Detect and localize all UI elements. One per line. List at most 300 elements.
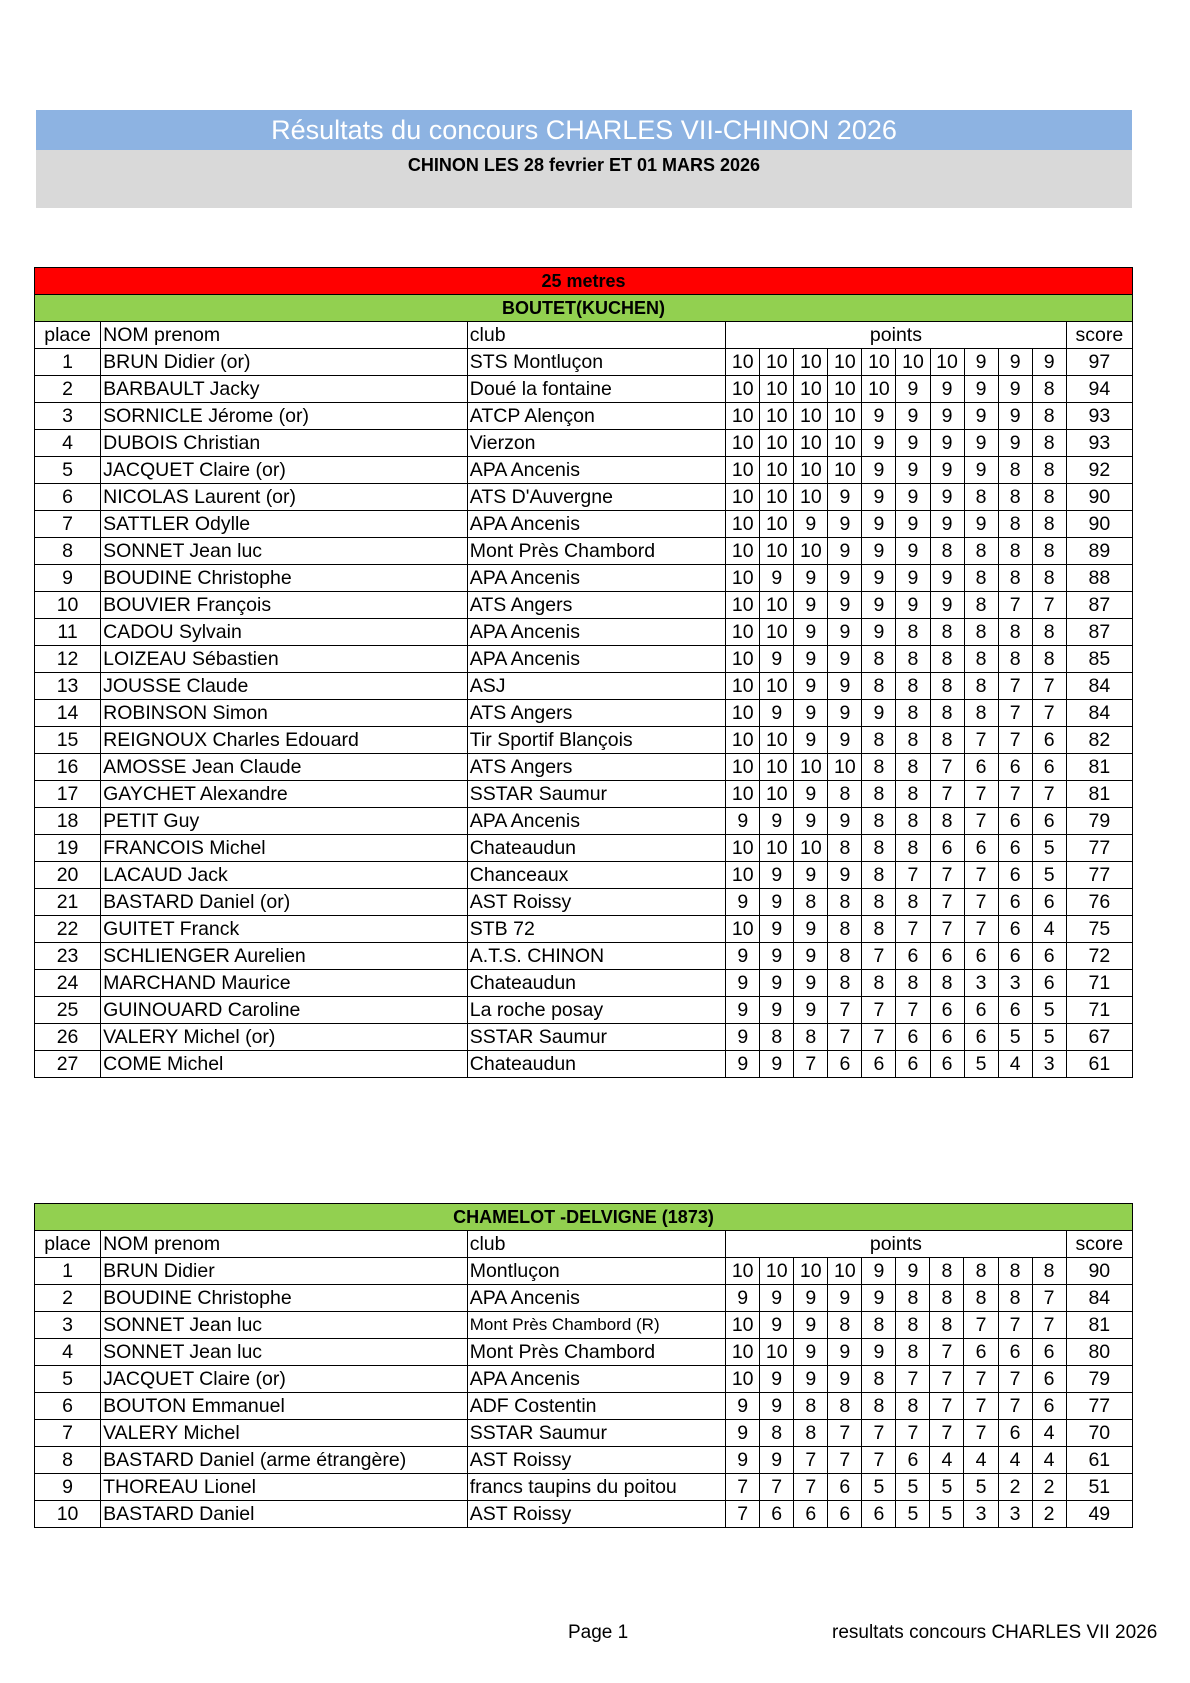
point-cell: 8 (930, 700, 964, 727)
point-cell: 9 (862, 403, 896, 430)
score-cell: 93 (1066, 430, 1132, 457)
place-cell: 8 (35, 1447, 101, 1474)
place-cell: 3 (35, 1312, 101, 1339)
point-cell: 8 (862, 1312, 896, 1339)
point-cell: 8 (930, 1258, 964, 1285)
point-cell: 9 (726, 997, 760, 1024)
score-cell: 49 (1066, 1501, 1132, 1528)
point-cell: 8 (896, 1393, 930, 1420)
point-cell: 9 (794, 781, 828, 808)
place-cell: 17 (35, 781, 101, 808)
point-cell: 5 (1032, 835, 1066, 862)
point-cell: 7 (930, 781, 964, 808)
point-cell: 8 (862, 754, 896, 781)
point-cell: 6 (964, 1339, 998, 1366)
place-cell: 1 (35, 349, 101, 376)
point-cell: 9 (964, 457, 998, 484)
point-cell: 8 (896, 700, 930, 727)
point-cell: 7 (896, 862, 930, 889)
point-cell: 9 (828, 862, 862, 889)
score-cell: 51 (1066, 1474, 1132, 1501)
club-cell: AST Roissy (467, 1501, 725, 1528)
point-cell: 9 (930, 376, 964, 403)
point-cell: 10 (794, 457, 828, 484)
point-cell: 9 (896, 1258, 930, 1285)
table-row (35, 1447, 1133, 1474)
point-cell: 7 (998, 1393, 1032, 1420)
score-cell: 84 (1066, 700, 1132, 727)
point-cell: 9 (828, 484, 862, 511)
point-cell: 6 (998, 754, 1032, 781)
point-cell: 8 (896, 673, 930, 700)
table-row (35, 1393, 1133, 1420)
point-cell: 6 (964, 754, 998, 781)
point-cell: 10 (726, 457, 760, 484)
club-cell: APA Ancenis (467, 1366, 725, 1393)
point-cell: 5 (930, 1501, 964, 1528)
point-cell: 4 (998, 1051, 1032, 1078)
point-cell: 8 (998, 646, 1032, 673)
point-cell: 8 (998, 538, 1032, 565)
point-cell: 7 (964, 862, 998, 889)
table-row (35, 376, 1133, 403)
name-cell: THOREAU Lionel (101, 1474, 468, 1501)
point-cell: 6 (862, 1501, 896, 1528)
place-cell: 2 (35, 1285, 101, 1312)
point-cell: 8 (760, 1024, 794, 1051)
results-table-boutet (34, 267, 1133, 1078)
category-label: CHAMELOT -DELVIGNE (1873) (35, 1204, 1133, 1231)
point-cell: 8 (998, 457, 1032, 484)
name-cell: MARCHAND Maurice (101, 970, 468, 997)
point-cell: 7 (964, 916, 998, 943)
place-cell: 9 (35, 1474, 101, 1501)
point-cell: 7 (998, 673, 1032, 700)
point-cell: 8 (1032, 619, 1066, 646)
document-title: Résultats du concours CHARLES VII-CHINON 2026 (36, 110, 1132, 150)
point-cell: 6 (998, 1339, 1032, 1366)
point-cell: 9 (896, 430, 930, 457)
point-cell: 8 (930, 970, 964, 997)
club-cell: Montluçon (467, 1258, 725, 1285)
point-cell: 9 (760, 1312, 794, 1339)
point-cell: 10 (726, 376, 760, 403)
place-cell: 5 (35, 1366, 101, 1393)
point-cell: 7 (794, 1474, 828, 1501)
point-cell: 9 (862, 619, 896, 646)
point-cell: 5 (1032, 1024, 1066, 1051)
point-cell: 10 (794, 754, 828, 781)
point-cell: 10 (828, 457, 862, 484)
point-cell: 9 (794, 646, 828, 673)
score-cell: 85 (1066, 646, 1132, 673)
point-cell: 8 (964, 592, 998, 619)
point-cell: 8 (998, 565, 1032, 592)
point-cell: 5 (930, 1474, 964, 1501)
point-cell: 10 (726, 916, 760, 943)
point-cell: 8 (930, 1312, 964, 1339)
point-cell: 9 (930, 484, 964, 511)
name-cell: BOUVIER François (101, 592, 468, 619)
score-cell: 72 (1066, 943, 1132, 970)
name-header: NOM prenom (101, 322, 468, 349)
point-cell: 9 (794, 1339, 828, 1366)
name-cell: JACQUET Claire (or) (101, 1366, 468, 1393)
score-cell: 67 (1066, 1024, 1132, 1051)
table-row (35, 754, 1133, 781)
point-cell: 7 (998, 1312, 1032, 1339)
place-cell: 23 (35, 943, 101, 970)
point-cell: 9 (726, 1447, 760, 1474)
place-cell: 8 (35, 538, 101, 565)
point-cell: 10 (794, 484, 828, 511)
club-header: club (467, 322, 725, 349)
point-cell: 6 (998, 997, 1032, 1024)
club-cell: ATS Angers (467, 754, 725, 781)
table-row (35, 1024, 1133, 1051)
club-cell: Mont Près Chambord (R) (467, 1312, 725, 1339)
name-cell: AMOSSE Jean Claude (101, 754, 468, 781)
point-cell: 6 (930, 997, 964, 1024)
point-cell: 7 (964, 1420, 998, 1447)
club-cell: AST Roissy (467, 889, 725, 916)
point-cell: 9 (828, 565, 862, 592)
point-cell: 8 (998, 1285, 1032, 1312)
point-cell: 9 (1032, 349, 1066, 376)
point-cell: 7 (862, 997, 896, 1024)
point-cell: 10 (760, 484, 794, 511)
club-cell: ATS Angers (467, 592, 725, 619)
name-cell: JOUSSE Claude (101, 673, 468, 700)
point-cell: 10 (760, 592, 794, 619)
place-header: place (35, 1231, 101, 1258)
point-cell: 10 (828, 376, 862, 403)
point-cell: 10 (760, 1339, 794, 1366)
score-cell: 87 (1066, 592, 1132, 619)
club-cell: ATS D'Auvergne (467, 484, 725, 511)
point-cell: 9 (760, 700, 794, 727)
place-cell: 7 (35, 1420, 101, 1447)
point-cell: 6 (896, 943, 930, 970)
name-cell: SATTLER Odylle (101, 511, 468, 538)
place-cell: 27 (35, 1051, 101, 1078)
point-cell: 9 (794, 673, 828, 700)
score-cell: 87 (1066, 619, 1132, 646)
score-cell: 92 (1066, 457, 1132, 484)
footer-caption: resultats concours CHARLES VII 2026 (832, 1622, 1158, 1643)
point-cell: 8 (896, 646, 930, 673)
point-cell: 9 (862, 511, 896, 538)
point-cell: 8 (896, 1285, 930, 1312)
point-cell: 10 (896, 349, 930, 376)
club-cell: Vierzon (467, 430, 725, 457)
point-cell: 4 (930, 1447, 964, 1474)
point-cell: 8 (964, 700, 998, 727)
point-cell: 6 (998, 943, 1032, 970)
name-header: NOM prenom (101, 1231, 468, 1258)
point-cell: 10 (862, 349, 896, 376)
point-cell: 6 (964, 997, 998, 1024)
table-row (35, 1420, 1133, 1447)
point-cell: 9 (930, 592, 964, 619)
point-cell: 9 (930, 403, 964, 430)
name-cell: BASTARD Daniel (or) (101, 889, 468, 916)
name-cell: FRANCOIS Michel (101, 835, 468, 862)
point-cell: 9 (760, 1447, 794, 1474)
table-row (35, 808, 1133, 835)
point-cell: 10 (828, 430, 862, 457)
name-cell: BOUTON Emmanuel (101, 1393, 468, 1420)
point-cell: 10 (726, 727, 760, 754)
point-cell: 7 (828, 1447, 862, 1474)
point-cell: 10 (828, 349, 862, 376)
point-cell: 9 (794, 1366, 828, 1393)
club-cell: SSTAR Saumur (467, 1420, 725, 1447)
point-cell: 8 (862, 673, 896, 700)
point-cell: 9 (862, 457, 896, 484)
place-header: place (35, 322, 101, 349)
club-cell: Chanceaux (467, 862, 725, 889)
point-cell: 8 (1032, 430, 1066, 457)
point-cell: 7 (862, 943, 896, 970)
point-cell: 10 (794, 538, 828, 565)
point-cell: 9 (862, 430, 896, 457)
point-cell: 5 (964, 1051, 998, 1078)
score-cell: 93 (1066, 403, 1132, 430)
point-cell: 7 (726, 1501, 760, 1528)
point-cell: 10 (726, 835, 760, 862)
point-cell: 7 (964, 889, 998, 916)
point-cell: 9 (760, 997, 794, 1024)
table-row (35, 403, 1133, 430)
point-cell: 9 (760, 565, 794, 592)
point-cell: 6 (998, 835, 1032, 862)
point-cell: 9 (862, 565, 896, 592)
score-cell: 90 (1066, 484, 1132, 511)
place-cell: 1 (35, 1258, 101, 1285)
point-cell: 8 (896, 1312, 930, 1339)
point-cell: 9 (726, 970, 760, 997)
point-cell: 7 (998, 700, 1032, 727)
name-cell: BRUN Didier (or) (101, 349, 468, 376)
page-number: Page 1 (568, 1622, 629, 1643)
point-cell: 8 (930, 727, 964, 754)
point-cell: 9 (828, 619, 862, 646)
point-cell: 7 (930, 1420, 964, 1447)
point-cell: 6 (1032, 889, 1066, 916)
point-cell: 3 (1032, 1051, 1066, 1078)
point-cell: 8 (930, 808, 964, 835)
name-cell: PETIT Guy (101, 808, 468, 835)
points-header: points (726, 322, 1066, 349)
point-cell: 9 (828, 511, 862, 538)
point-cell: 10 (726, 781, 760, 808)
distance-band (35, 268, 1133, 295)
score-cell: 84 (1066, 1285, 1132, 1312)
distance-label: 25 metres (35, 268, 1133, 295)
point-cell: 6 (930, 943, 964, 970)
point-cell: 8 (862, 808, 896, 835)
point-cell: 9 (760, 889, 794, 916)
point-cell: 9 (862, 484, 896, 511)
point-cell: 7 (1032, 781, 1066, 808)
name-cell: BARBAULT Jacky (101, 376, 468, 403)
club-cell: APA Ancenis (467, 457, 725, 484)
point-cell: 3 (998, 1501, 1032, 1528)
name-cell: BOUDINE Christophe (101, 1285, 468, 1312)
point-cell: 10 (760, 349, 794, 376)
point-cell: 8 (1032, 646, 1066, 673)
table-row (35, 1366, 1133, 1393)
table-row (35, 835, 1133, 862)
table-row (35, 1051, 1133, 1078)
point-cell: 8 (896, 1339, 930, 1366)
point-cell: 8 (828, 781, 862, 808)
point-cell: 6 (930, 1024, 964, 1051)
point-cell: 9 (964, 403, 998, 430)
point-cell: 7 (964, 727, 998, 754)
point-cell: 8 (896, 727, 930, 754)
point-cell: 7 (964, 1312, 998, 1339)
point-cell: 9 (794, 862, 828, 889)
point-cell: 9 (930, 565, 964, 592)
point-cell: 10 (726, 1366, 760, 1393)
name-cell: SONNET Jean luc (101, 538, 468, 565)
club-cell: A.T.S. CHINON (467, 943, 725, 970)
name-cell: LOIZEAU Sébastien (101, 646, 468, 673)
point-cell: 8 (794, 1024, 828, 1051)
point-cell: 8 (964, 565, 998, 592)
table-row (35, 349, 1133, 376)
point-cell: 9 (964, 376, 998, 403)
point-cell: 9 (726, 1285, 760, 1312)
point-cell: 10 (726, 619, 760, 646)
point-cell: 5 (998, 1024, 1032, 1051)
point-cell: 6 (1032, 727, 1066, 754)
point-cell: 10 (794, 430, 828, 457)
point-cell: 8 (1032, 376, 1066, 403)
point-cell: 9 (896, 403, 930, 430)
point-cell: 10 (726, 700, 760, 727)
name-cell: GUINOUARD Caroline (101, 997, 468, 1024)
place-cell: 2 (35, 376, 101, 403)
score-cell: 89 (1066, 538, 1132, 565)
category-band (35, 1204, 1133, 1231)
point-cell: 9 (998, 430, 1032, 457)
point-cell: 9 (998, 349, 1032, 376)
point-cell: 7 (1032, 1285, 1066, 1312)
point-cell: 9 (964, 430, 998, 457)
club-cell: ADF Costentin (467, 1393, 725, 1420)
club-header: club (467, 1231, 725, 1258)
point-cell: 10 (760, 1258, 794, 1285)
point-cell: 10 (726, 1312, 760, 1339)
place-cell: 18 (35, 808, 101, 835)
point-cell: 10 (726, 592, 760, 619)
point-cell: 7 (998, 1366, 1032, 1393)
club-cell: Mont Près Chambord (467, 538, 725, 565)
point-cell: 8 (862, 970, 896, 997)
point-cell: 8 (862, 862, 896, 889)
point-cell: 9 (760, 1366, 794, 1393)
point-cell: 9 (760, 808, 794, 835)
point-cell: 8 (862, 1393, 896, 1420)
point-cell: 6 (998, 889, 1032, 916)
point-cell: 7 (930, 889, 964, 916)
table-row (35, 862, 1133, 889)
point-cell: 7 (1032, 673, 1066, 700)
name-cell: REIGNOUX Charles Edouard (101, 727, 468, 754)
point-cell: 10 (726, 754, 760, 781)
place-cell: 12 (35, 646, 101, 673)
point-cell: 5 (1032, 997, 1066, 1024)
point-cell: 9 (794, 970, 828, 997)
point-cell: 8 (964, 673, 998, 700)
point-cell: 6 (930, 1051, 964, 1078)
point-cell: 9 (726, 1420, 760, 1447)
point-cell: 7 (828, 1420, 862, 1447)
point-cell: 8 (1032, 538, 1066, 565)
point-cell: 7 (896, 916, 930, 943)
category-band (35, 295, 1133, 322)
place-cell: 16 (35, 754, 101, 781)
score-cell: 61 (1066, 1447, 1132, 1474)
point-cell: 9 (828, 592, 862, 619)
point-cell: 7 (896, 1366, 930, 1393)
point-cell: 10 (726, 646, 760, 673)
point-cell: 8 (1032, 457, 1066, 484)
score-cell: 81 (1066, 1312, 1132, 1339)
point-cell: 9 (896, 565, 930, 592)
table-row (35, 700, 1133, 727)
point-cell: 9 (998, 403, 1032, 430)
club-cell: Tir Sportif Blançois (467, 727, 725, 754)
name-cell: CADOU Sylvain (101, 619, 468, 646)
point-cell: 8 (862, 835, 896, 862)
points-header: points (726, 1231, 1066, 1258)
club-cell: APA Ancenis (467, 619, 725, 646)
name-cell: DUBOIS Christian (101, 430, 468, 457)
point-cell: 9 (828, 727, 862, 754)
point-cell: 9 (896, 376, 930, 403)
score-cell: 77 (1066, 1393, 1132, 1420)
point-cell: 9 (862, 1339, 896, 1366)
point-cell: 7 (930, 862, 964, 889)
point-cell: 7 (896, 997, 930, 1024)
point-cell: 7 (1032, 1312, 1066, 1339)
point-cell: 8 (964, 646, 998, 673)
point-cell: 8 (896, 835, 930, 862)
score-cell: 94 (1066, 376, 1132, 403)
table-row (35, 619, 1133, 646)
point-cell: 9 (862, 592, 896, 619)
point-cell: 8 (828, 916, 862, 943)
point-cell: 8 (930, 619, 964, 646)
score-cell: 70 (1066, 1420, 1132, 1447)
point-cell: 6 (998, 916, 1032, 943)
point-cell: 8 (1032, 484, 1066, 511)
point-cell: 9 (828, 1285, 862, 1312)
point-cell: 9 (828, 1339, 862, 1366)
table-row (35, 1285, 1133, 1312)
point-cell: 9 (726, 1024, 760, 1051)
place-cell: 3 (35, 403, 101, 430)
point-cell: 4 (964, 1447, 998, 1474)
point-cell: 9 (964, 349, 998, 376)
point-cell: 8 (862, 727, 896, 754)
point-cell: 8 (828, 943, 862, 970)
point-cell: 5 (964, 1474, 998, 1501)
